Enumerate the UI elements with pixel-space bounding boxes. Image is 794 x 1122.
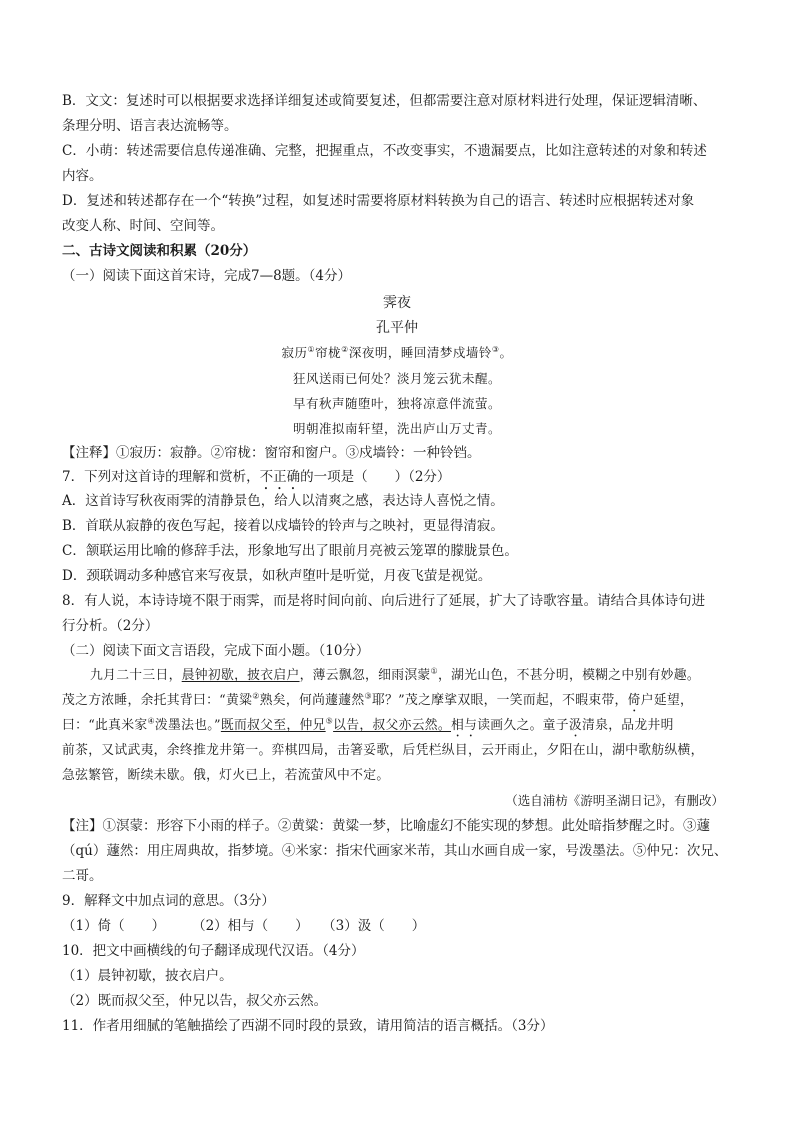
question-text: 的一项是（ ）（2分） <box>300 469 451 485</box>
question-8-line2: 行分析。（2分） <box>62 618 159 634</box>
poem-title: 霁夜 <box>383 295 411 311</box>
question-10: 10．把文中画横线的句子翻译成现代汉语。（4分） <box>62 943 365 959</box>
option-b-line1: B．文文：复述时可以根据要求选择详细复述或简要复述，但都需要注意对原材料进行处理，保证逻辑清晰、 <box>62 93 707 109</box>
poem-author: 孔平仲 <box>376 320 418 336</box>
poem-text: 深夜明，睡回清梦戍墙铃 <box>348 345 492 360</box>
dotted-word: 相与 <box>451 718 478 733</box>
option-d-line1: D．复述和转述都存在一个“转换”过程，如复述时需要将原材料转换为自己的语言、转述时应根据转述对象 <box>62 193 695 209</box>
q7-option-a: A．这首诗写秋夜雨霁的清静景色，给人以清爽之感，表达诗人喜悦之情。 <box>62 493 504 509</box>
question-8-line1: 8．有人说，本诗诗境不限于雨霁，而是将时间向前、向后进行了延展，扩大了诗歌容量。请结合具体诗句进 <box>62 593 706 609</box>
poem-text: 。 <box>499 345 513 360</box>
note-mark: ⑤ <box>325 716 334 726</box>
question-text: 7．下列对这首诗的理解和赏析， <box>62 469 260 485</box>
wenyan-text: ，薄云飘忽，细雨溟蒙 <box>299 668 431 683</box>
part2-instruction: （二）阅读下面文言语段，完成下面小题。（10分） <box>62 643 370 659</box>
wenyan-text: 户延望， <box>640 693 694 708</box>
wenyan-text: 泼墨法也。” <box>154 718 221 733</box>
underlined-sentence: 以告，叔父亦云然。 <box>333 718 451 733</box>
poem-line-1 <box>0 343 794 363</box>
question-7 <box>62 467 742 493</box>
wenyan-text: 茂之方浓睡，余托其背曰：“黄粱 <box>62 693 253 708</box>
question-10-item2: （2）既而叔父至，仲兄以告，叔父亦云然。 <box>62 993 328 1009</box>
wenyan-line-5: 急弦繁管，断续未歇。俄，灯火已上，若流萤风中不定。 <box>62 768 390 783</box>
underlined-sentence: 既而叔父至，仲兄 <box>220 718 326 733</box>
dotted-word: 倚 <box>627 693 641 708</box>
option-d-line2: 改变人称、时间、空间等。 <box>62 218 224 234</box>
poem-text: 帘栊 <box>315 345 342 360</box>
note-mark: ② <box>341 344 349 354</box>
part1-instruction: （一）阅读下面这首宋诗，完成7—8题。（4分） <box>62 268 352 284</box>
poem-line-2: 狂风送雨已何处？淡月笼云犹未醒。 <box>292 371 501 386</box>
q7-option-c: C．颔联运用比喻的修辞手法，形象地写出了眼前月亮被云笼罩的朦胧景色。 <box>62 543 518 559</box>
emphasis-text: 不正确 <box>259 469 301 485</box>
note-mark: ① <box>307 344 316 354</box>
wenyan-line-2 <box>62 691 742 715</box>
poem-line-3: 早有秋声随堕叶，独将凉意伴流萤。 <box>292 396 501 411</box>
passage-notes-line1: 【注】①溟蒙：形容下小雨的样子。②黄粱：黄粱一梦，比喻虚幻不能实现的梦想。此处暗指梦醒之时。③蘧 <box>62 818 710 834</box>
note-mark: ③ <box>364 691 372 701</box>
underlined-sentence: 晨钟初歇，披衣启户 <box>181 668 300 683</box>
wenyan-line-4: 前茶，又试武夷，余终推龙井第一。弈棋四局，击箸妥歌，后凭栏纵目，云开雨止，夕阳在山，湖中歌舫纵横， <box>62 743 704 758</box>
passage-source: （选自浦枋《游明圣湖日记》，有删改） <box>505 793 724 808</box>
note-mark: ② <box>252 691 260 701</box>
wenyan-text: 读画久之。童子 <box>477 718 569 733</box>
question-10-item1: （1）晨钟初歇，披衣启户。 <box>62 968 233 984</box>
wenyan-text: 曰：“此真米家 <box>62 718 148 733</box>
option-b-line2: 条理分明、语言表达流畅等。 <box>62 118 238 134</box>
wenyan-line-1 <box>90 666 742 686</box>
q7-option-d: D．颈联调动多种感官来写夜景，如秋声堕叶是听觉，月夜飞萤是视觉。 <box>62 568 492 584</box>
question-9: 9．解释文中加点词的意思。（3分） <box>62 893 275 909</box>
wenyan-text: 清泉，品龙井明 <box>582 718 674 733</box>
note-mark: ① <box>430 666 439 676</box>
wenyan-text: 九月二十三日， <box>90 668 182 683</box>
wenyan-text: 熟矣，何尚蘧蘧然 <box>259 693 365 708</box>
q7-option-b: B．首联从寂静的夜色写起，接着以戍墙铃的铃声与之映衬，更显得清寂。 <box>62 518 504 534</box>
wenyan-text: ，湖光山色，不甚分明，模糊之中别有妙趣。 <box>438 668 700 683</box>
note-mark: ④ <box>147 716 155 726</box>
wenyan-line-3 <box>62 716 742 740</box>
question-11: 11．作者用细腻的笔触描绘了西湖不同时段的景致，请用简洁的语言概括。（3分） <box>62 1018 554 1034</box>
passage-notes-line2: （qú）蘧然：用庄周典故，指梦境。④米家：指宋代画家米芾，其山水画自成一家，号泼墨法。⑤仲兄：次兄、 <box>62 843 728 859</box>
poem-line-4: 明朝准拟南轩望，洗出庐山万丈青。 <box>292 421 501 436</box>
poem-notes: 【注释】①寂历：寂静。②帘栊：窗帘和窗户。③戍墙铃：一种铃铛。 <box>62 445 481 461</box>
option-c-line1: C．小萌：转述需要信息传递准确、完整，把握重点，不改变事实，不遗漏要点，比如注意转述的对象和转述 <box>62 143 707 159</box>
poem-text: 寂历 <box>281 345 308 360</box>
wenyan-text: 耶？”茂之摩挲双眼，一笑而起，不暇束带， <box>371 693 628 708</box>
note-mark: ③ <box>491 344 500 354</box>
section-heading: 二、古诗文阅读和积累（20分） <box>62 243 257 259</box>
passage-notes-line3: 二哥。 <box>62 868 103 884</box>
dotted-word: 汲 <box>568 718 582 733</box>
question-9-blanks: （1）倚（ ） （2）相与（ ） （3）汲（ ） <box>62 918 426 934</box>
option-c-line2: 内容。 <box>62 168 103 184</box>
